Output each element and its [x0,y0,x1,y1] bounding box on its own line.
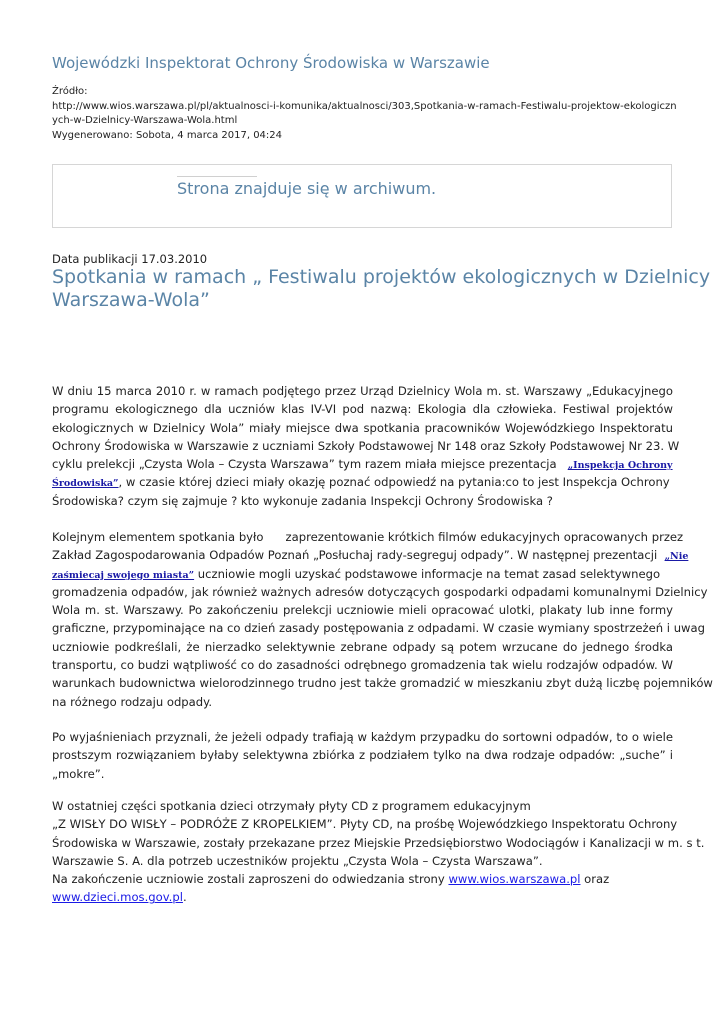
p2-line: warunkach budownictwa wielorodzinnego trudno jest także gromadzić w mieszkaniu zbyt dużą liczbę pojemników [52,676,713,691]
dzieci-mos-link[interactable]: www.dzieci.mos.gov.pl [52,890,183,905]
p2-line [52,565,673,583]
p1-line6-text: , w czasie której dzieci miały okazję poznać odpowiedź na pytania:co to jest Inspekcja Ochrony [118,475,670,490]
p4-line: W ostatniej części spotkania dzieci otrzymały płyty CD z programem edukacyjnym [52,799,531,813]
generated-date: Wygenerowano: Sobota, 4 marca 2017, 04:24 [52,129,283,141]
p1-line: Ochrony Środowiska w Warszawie z uczniami Szkoły Podstawowej Nr 148 oraz Szkoły Podstawowej Nr 23. W [52,438,680,453]
p3-line: „mokre”. [52,766,105,781]
srodowiska-link[interactable]: Środowiska” [52,478,119,490]
article-title-line1: Spotkania w ramach „ Festiwalu projektów ekologicznych w Dzielnicy [52,266,711,288]
archive-notice: Strona znajduje się w archiwum. [177,179,437,198]
p1-line5-text: cyklu prelekcji „Czysta Wola – Czysta Warszawa” tym razem miała miejsce prezentacja [52,457,557,472]
p4-line5-tail: oraz [580,872,610,887]
p2-line: graficzne, przypominające na co dzień zasady postępowania z odpadami. W czasie wymiany spostrzeżeń i uwag [52,621,705,636]
p4-line: Warszawie S. A. dla potrzeb uczestników projektu „Czysta Wola – Czysta Warszawa”. [52,853,543,868]
p3-line: Po wyjaśnieniach przyznali, że jeżeli odpady trafiają w każdym przypadku do sortowni odpadów, to o wiele [52,730,673,744]
wios-link[interactable]: www.wios.warszawa.pl [448,872,581,887]
article-title [52,266,711,312]
article-title-line2: Warszawa-Wola” [52,289,210,311]
p4-line: „Z WISŁY DO WISŁY – PODRÓŻE Z KROPELKIEM”. Płyty CD, na prośbę Wojewódzkiego Inspektoratu Ochrony [52,817,678,832]
site-title: Wojewódzki Inspektorat Ochrony Środowiska w Warszawie [52,54,490,72]
source-label: Źródło: [52,86,88,97]
zasmiecaj-miasta-link[interactable]: zaśmiecaj swojego miasta” [52,569,195,581]
p4-line: Środowiska w Warszawie, zostały przekazane przez Miejskie Przedsiębiorstwo Wodociągów i Kanalizacji w m. s t. [52,835,705,850]
inspekcja-link[interactable]: „Inspekcja Ochrony [567,460,673,472]
paragraph-3 [52,728,673,783]
p2-line: na różnego rodzaju odpady. [52,694,213,709]
paragraph-1 [52,382,680,510]
p4-line [52,870,673,888]
p1-line [52,473,673,491]
p2-line: uczniowie podkreślali, że nierzadko selektywnie zebrane odpady są potem wrzucane do jednego środka [52,639,673,654]
source-meta [52,85,677,143]
p2-line: gromadzenia odpadów, jak również ważnych adresów dotyczących gospodarki odpadami komunalnymi Dzielnicy [52,584,708,599]
p2-line [52,546,689,564]
source-url-line1: http://www.wios.warszawa.pl/pl/aktualnosci-i-komunika/aktualnosci/303,Spotkania-w-ramach-Festiwalu-projektow-ekologiczn [52,100,677,112]
p2-line2-text: Zakład Zagospodarowania Odpadów Poznań „Posłuchaj rady-segreguj odpady”. W następnej prezentacji [52,548,658,563]
p2-line: transportu, co budzi wątpliwość co do zasadności odrębnego gromadzenia tak wielu rodzajów odpadów. W [52,658,673,673]
p4-line6-tail: . [182,890,187,905]
p1-line: programu ekologicznego dla uczniów klas IV-VI pod nazwą: Ekologia dla człowieka. Festiwal projektów [52,402,673,417]
p3-line: prostszym rozwiązaniem byłaby selektywna zbiórka z podziałem tylko na dwa rodzaje odpadów: „suche” i [52,748,673,763]
publication-date: Data publikacji 17.03.2010 [52,252,208,266]
archive-notice-box [52,164,672,228]
p4-line5-text: Na zakończenie uczniowie zostali zaproszeni do odwiedzania strony [52,872,449,887]
p4-line [52,888,673,906]
nie-zasmiecaj-link[interactable]: „Nie [664,551,689,563]
p1-line: Środowiska? czym się zajmuje ? kto wykonuje zadania Inspekcji Ochrony Środowiska ? [52,493,553,508]
p1-line: W dniu 15 marca 2010 r. w ramach podjętego przez Urząd Dzielnicy Wola m. st. Warszawy „Edukacyjnego [52,384,673,398]
paragraph-4 [52,797,705,907]
paragraph-2 [52,528,713,711]
p1-line [52,455,673,473]
p2-line: Kolejnym elementem spotkania było zaprezentowanie krótkich filmów edukacyjnych opracowanych przez [52,530,684,544]
source-url-line2: ych-w-Dzielnicy-Warszawa-Wola.html [52,115,238,126]
p1-line: ekologicznych w Dzielnicy Wola” miały miejsce dwa spotkania pracowników Wojewódzkiego Inspektoratu [52,420,673,435]
p2-line: Wola m. st. Warszawy. Po zakończeniu prelekcji uczniowie mieli opracować ulotki, plakaty lub inne formy [52,603,673,618]
p2-line3-text: uczniowie mogli uzyskać podstawowe informacje na temat zasad selektywnego [194,566,661,581]
archive-divider [177,176,257,177]
